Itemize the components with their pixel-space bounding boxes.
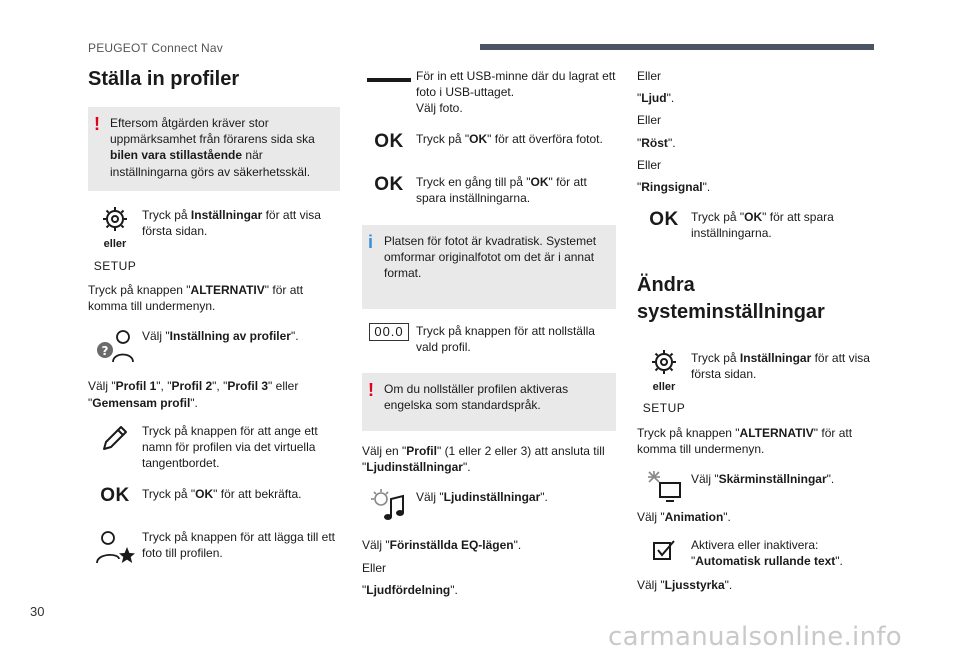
reset-row [362,323,616,355]
page-number: 30 [30,604,45,619]
save-row [362,172,616,206]
section-title-system: Ändra systeminställningar [637,273,825,323]
save-text: Tryck på "OK" för att spara inställningarna. [691,210,834,241]
or-label: Eller [362,560,387,575]
add-photo-text: Tryck på knappen för att lägga till ett foto till profilen. [142,529,335,561]
auto-scroll-text: Aktivera eller inaktivera: "Automatisk rullande text". [691,538,843,569]
header-bar [480,44,874,50]
screen-settings-row [637,469,887,503]
brightness-paragraph: Välj "Ljusstyrka". [637,578,733,593]
profile-settings-text: Välj "Inställning av profiler". [142,329,299,344]
warning-note-stationary: ! Eftersom åtgärden kräver stor uppmärksamhet från förarens sida ska bilen vara stillastående när inställningarna görs av säkerhetsskäl. [88,107,340,191]
reset-counter-icon[interactable]: 00.0 [369,323,408,341]
options-paragraph: Tryck på knappen "ALTERNATIV" för att komma till undermenyn. [88,283,304,314]
warning-icon: ! [94,114,100,134]
audio-settings-icon[interactable] [369,487,409,523]
section-title-profiles: Ställa in profiler [88,68,240,90]
or-label: Eller [637,113,662,128]
checkbox-icon[interactable] [651,537,677,563]
add-photo-row [88,529,340,565]
or-label: Eller [637,157,662,172]
header-title: PEUGEOT Connect Nav [88,41,223,55]
profile-star-icon[interactable] [93,529,137,565]
ringtone-option: "Ringsignal". [637,179,711,194]
settings-gear-icon[interactable] [650,348,678,376]
profile-question-icon[interactable] [95,328,135,364]
eller-label: eller [103,238,127,250]
rename-text: Tryck på knappen för att ange ett namn för profilen via det virtuella tangentbordet. [142,423,318,471]
column-3 [637,60,887,594]
column-2 [362,60,616,598]
ok-button[interactable]: OK [100,485,130,507]
select-profile-paragraph: Välj "Profil 1", "Profil 2", "Profil 3" eller "Gemensam profil". [88,379,299,410]
eq-paragraph: Välj "Förinställda EQ-lägen". [362,538,522,553]
usb-text: För in ett USB-minne där du lagrat ett foto i USB-uttaget. Välj foto. [416,69,616,116]
profile-settings-row [88,328,340,364]
warning-icon: ! [368,379,374,400]
transfer-row [362,129,616,155]
auto-scroll-row [637,537,887,569]
settings-row-text: Tryck på Inställningar för att visa första sidan. [691,350,870,381]
save-row [637,207,887,241]
ok-button[interactable]: OK [374,130,404,152]
sound-option: "Ljud". [637,91,675,106]
eller-label: eller [652,380,676,393]
info-note-photo: i Platsen för fotot är kvadratisk. Systemet omformar originalfotot om det är i annat format. [362,225,616,309]
save-text: Tryck en gång till på "OK" för att spara inställningarna. [416,175,587,206]
transfer-text: Tryck på "OK" för att överföra fotot. [416,131,603,146]
usb-slot-icon [367,78,411,82]
usb-row [362,68,616,117]
setup-button[interactable]: SETUP [642,401,686,416]
distribution-option: "Ljudfördelning". [362,582,458,597]
settings-gear-icon[interactable] [101,205,129,233]
reset-text: Tryck på knappen för att nollställa vald profil. [416,323,595,354]
warning-note-reset: ! Om du nollställer profilen aktiveras engelska som standardspråk. [362,373,616,431]
watermark: carmanualsonline.info [608,622,903,652]
profile-link-paragraph: Välj en "Profil" (1 eller 2 eller 3) att ansluta till "Ljudinställningar". [362,443,605,475]
confirm-row [88,483,340,509]
screen-settings-text: Välj "Skärminställningar". [691,471,835,486]
animation-paragraph: Välj "Animation". [637,509,731,524]
svg-text:?: ? [101,344,109,359]
audio-settings-text: Välj "Ljudinställningar". [416,490,548,505]
ok-button[interactable]: OK [374,174,404,196]
setup-button[interactable]: SETUP [93,258,137,273]
rename-row [88,423,340,472]
voice-option: "Röst". [637,135,676,150]
settings-row [637,348,887,417]
audio-settings-row [362,487,616,523]
ok-button[interactable]: OK [649,209,679,231]
settings-row [88,205,340,274]
settings-row-text: Tryck på Inställningar för att visa första sidan. [142,208,321,239]
info-icon: i [368,231,374,252]
options-paragraph: Tryck på knappen "ALTERNATIV" för att komma till undermenyn. [637,425,853,456]
or-label: Eller [637,69,662,83]
confirm-text: Tryck på "OK" för att bekräfta. [142,487,302,502]
column-1 [88,60,340,565]
pencil-icon[interactable] [100,423,130,453]
screen-settings-icon[interactable] [644,469,684,503]
